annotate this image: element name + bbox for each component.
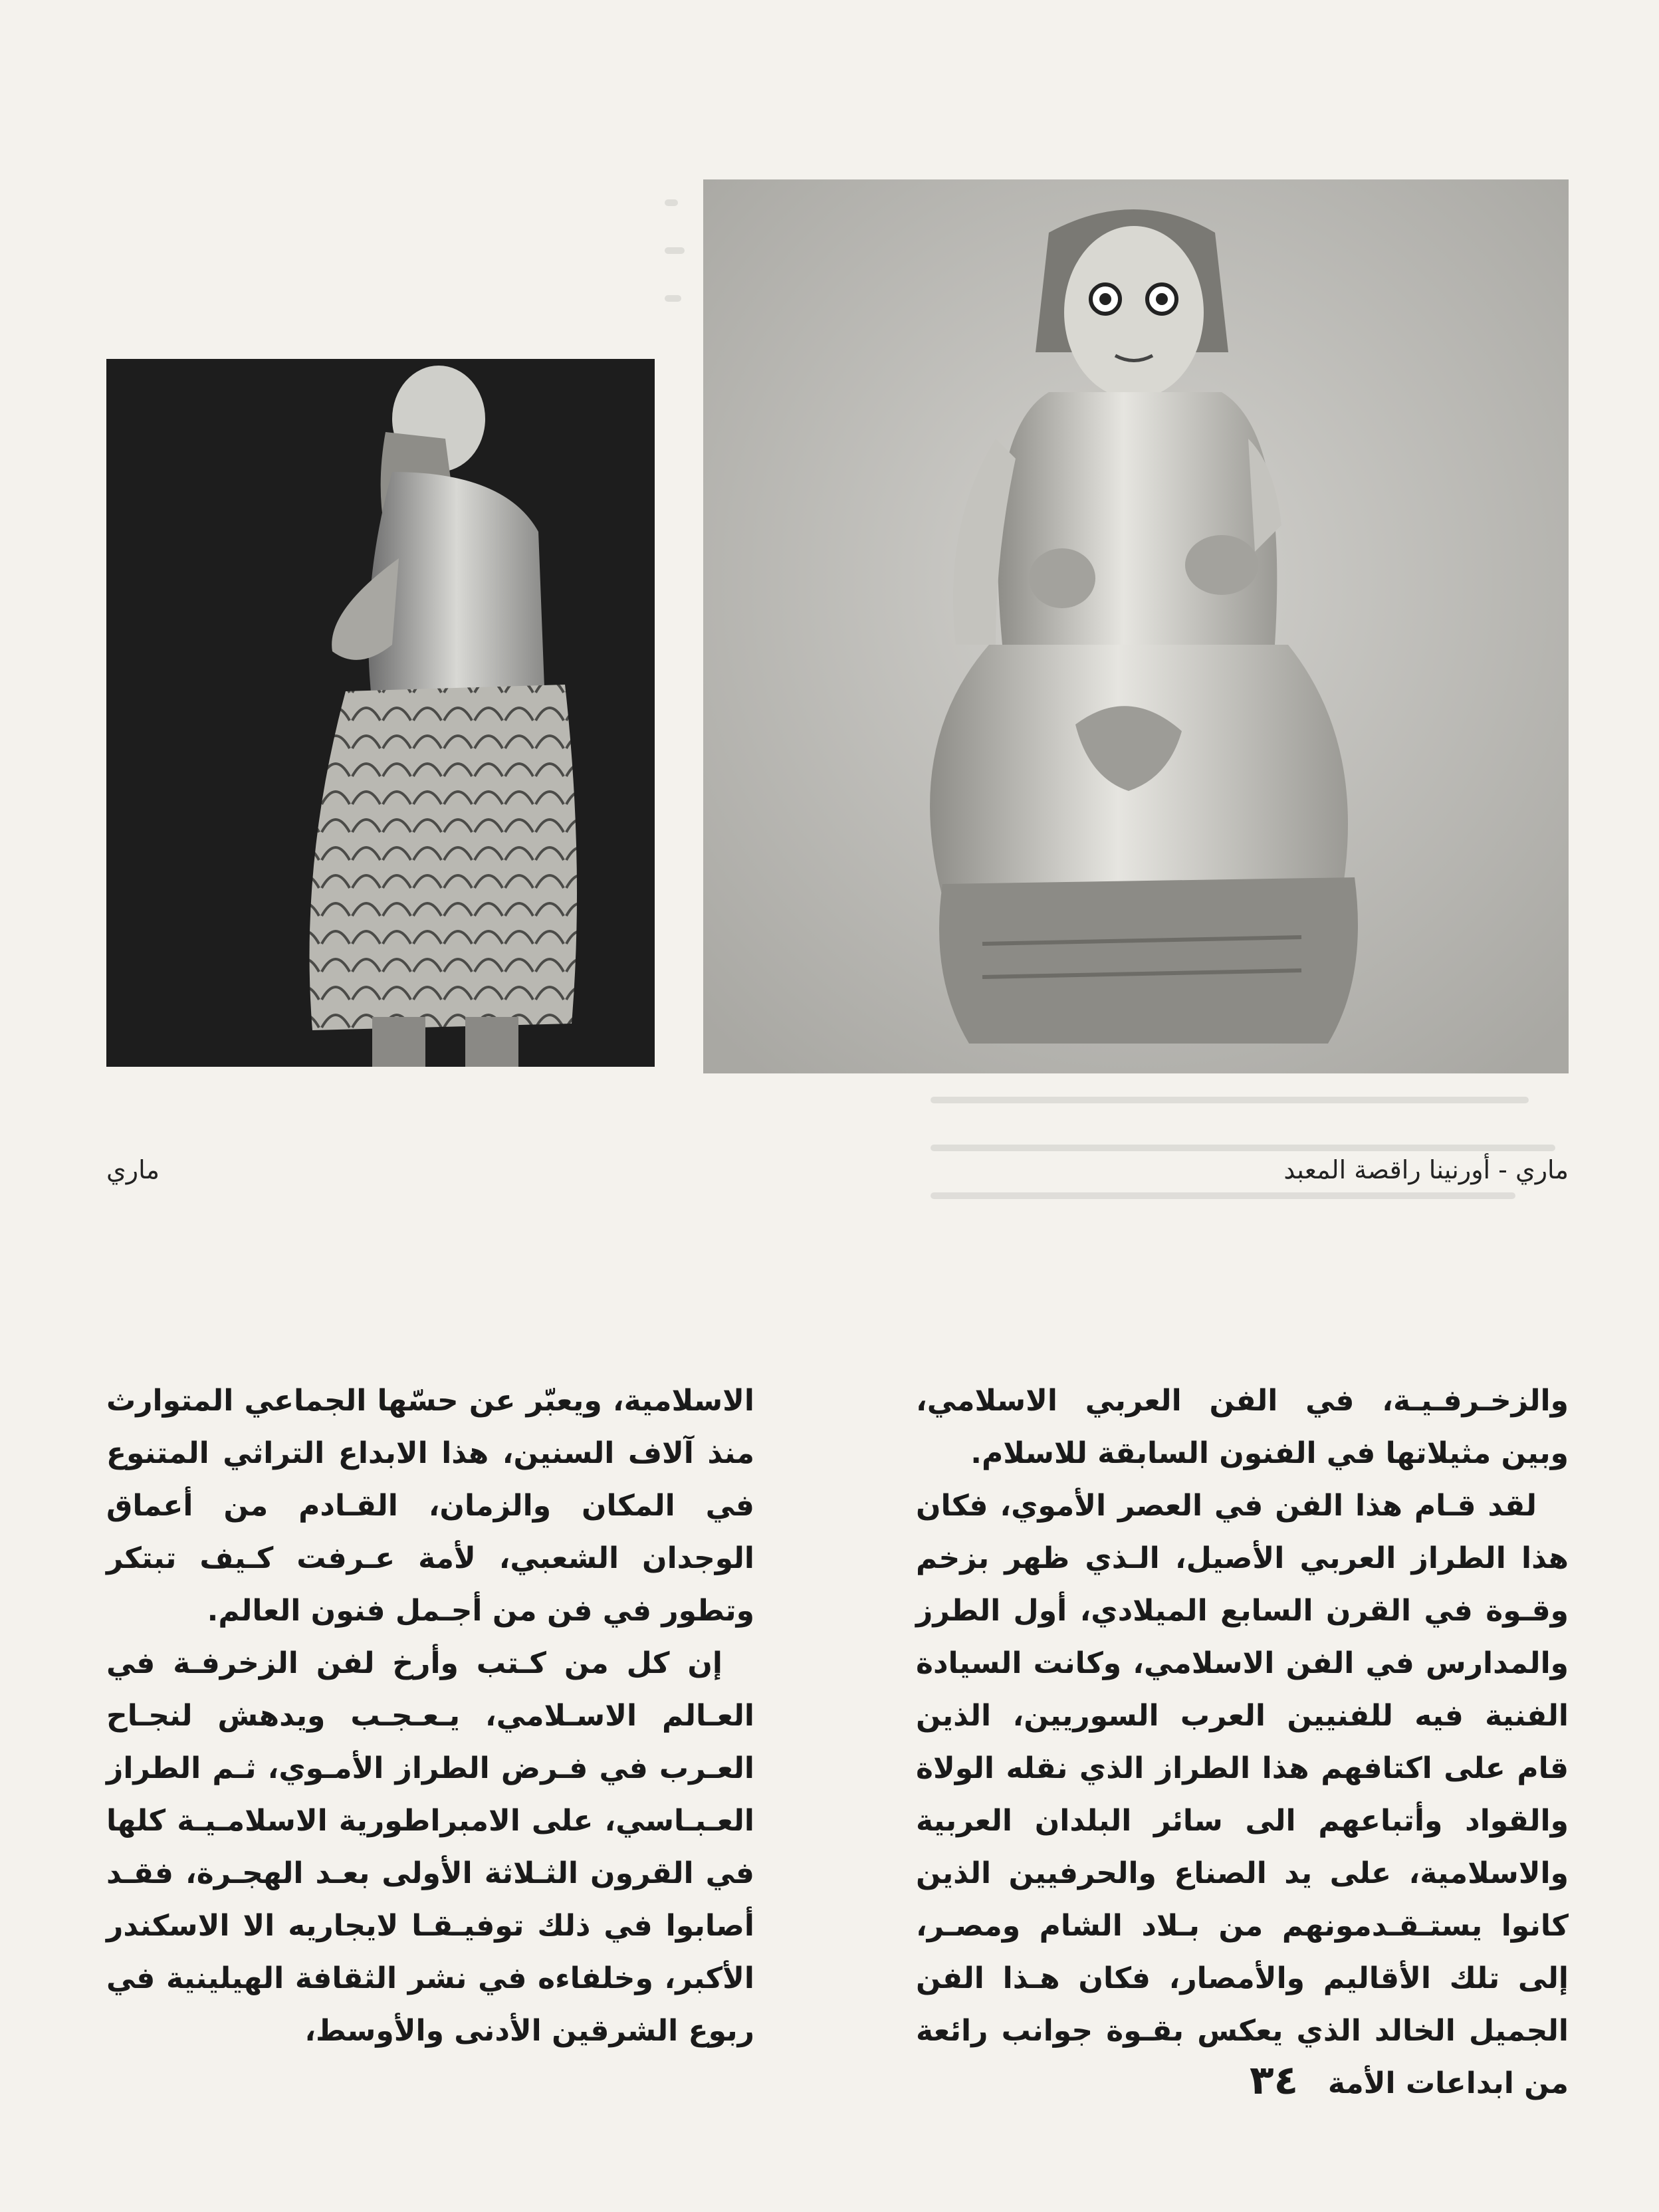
caption-left: ماري (106, 1155, 160, 1184)
bleed-through-left (665, 199, 691, 343)
paragraph: إن كل من كـتب وأرخ لفن الزخرفـة في العـالم الاسـلامي، يـعـجـب ويدهش لنجـاح العـرب في فـرض الطراز الأمـوي، ثـم الطراز العـبـاسي، على الامبراطورية الاسلامـيـة كلها في القرون الثـلاثة الأولى بعـد الهجـرة، فقـد أصابوا في ذلك توفيـقـا لايجاريه الا الاسكندر الأكبر، وخلفاءه في نشر الثقافة الهيلينية في ربوع الشرقين الأدنى والأوسط، (106, 1646, 754, 2048)
statue-photo-left (106, 359, 655, 1067)
text-column-left (106, 1375, 754, 2057)
text-column-right (916, 1375, 1569, 2110)
caption-right: ماري - أورنينا راقصة المعبد (1283, 1155, 1569, 1184)
statue-photo-right (703, 179, 1569, 1073)
paragraph: لقد قـام هذا الفن في العصر الأموي، فكان هذا الطراز العربي الأصيل، الـذي ظهر بزخم وقـوة في القرن السابع الميلادي، أول الطرز والمدارس في الفن الاسلامي، وكانت السيادة الفنية فيه للفنيين العرب السوريين، الذين قام على اكتافهم هذا الطراز الذي نقله الولاة والقواد وأتباعهم الى سائر البلدان العربية والاسلامية، على يد الصناع والحرفيين الذين كانوا يستـقـدمونهم من بـلاد الشام ومصـر، إلى تلك الأقاليم والأمصار، فكان هـذا الفن الجميل الخالد الذي يعكس بقـوة جوانب رائعة من ابداعات الأمة (916, 1489, 1569, 2100)
page-number: ٣٤ (1250, 2057, 1299, 2104)
paragraph: الاسلامية، ويعبّر عن حسّها الجماعي المتوارث منذ آلاف السنين، هذا الابداع التراثي المتنوع في المكان والزمان، القـادم من أعماق الوجدان الشعبي، لأمة عـرفت كـيف تبتكر وتطور في فن من أجـمل فنون العالم. (106, 1384, 754, 1628)
paragraph: والزخـرفـيـة، في الفن العربي الاسلامي، وبين مثيلاتها في الفنون السابقة للاسلام. (916, 1384, 1569, 1470)
